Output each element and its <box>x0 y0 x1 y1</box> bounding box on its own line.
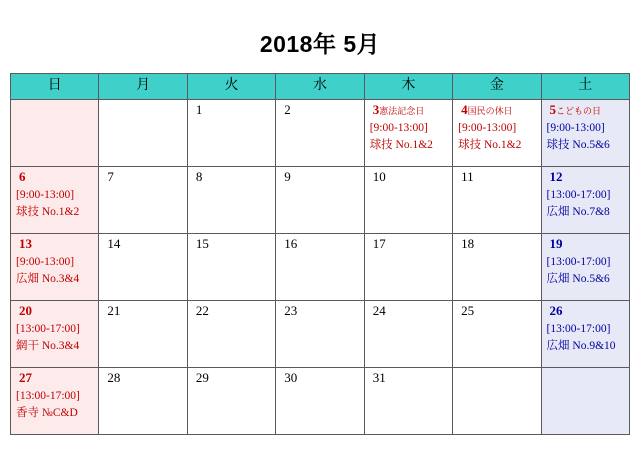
event-location: 広畑 No.5&6 <box>546 272 610 285</box>
event-location: 広畑 No.7&8 <box>546 205 610 218</box>
calendar-week-row <box>11 100 630 167</box>
day-number: 16 <box>284 236 298 251</box>
event-entry <box>11 253 98 287</box>
day-number: 3 <box>372 102 380 117</box>
calendar-day-cell[interactable] <box>453 167 541 234</box>
calendar-day-cell[interactable] <box>11 368 99 435</box>
event-time: [13:00-17:00] <box>16 323 80 335</box>
event-location: 球技 No.1&2 <box>16 205 80 218</box>
event-entry <box>11 320 98 354</box>
day-header <box>365 368 452 387</box>
day-header <box>365 234 452 253</box>
event-time: [9:00-13:00] <box>16 189 75 201</box>
event-location: 球技 No.1&2 <box>369 138 433 151</box>
day-header <box>276 167 363 186</box>
day-header <box>99 301 186 320</box>
weekday-header-row <box>11 74 630 100</box>
holiday-label: こどもの日 <box>556 106 602 116</box>
day-header <box>99 234 186 253</box>
event-entry <box>542 253 629 287</box>
day-number: 9 <box>284 169 291 184</box>
day-header <box>365 301 452 320</box>
weekday-header-weekday-2: 火 <box>187 74 275 100</box>
calendar-day-cell[interactable] <box>276 368 364 435</box>
day-number: 22 <box>195 303 209 318</box>
day-header <box>453 301 540 320</box>
day-number: 30 <box>284 370 298 385</box>
day-header <box>276 234 363 253</box>
day-header <box>188 167 275 186</box>
calendar-week-row <box>11 301 630 368</box>
day-number: 24 <box>372 303 386 318</box>
event-time: [9:00-13:00] <box>546 122 605 134</box>
event-time: [13:00-17:00] <box>546 323 611 335</box>
day-number: 7 <box>107 169 114 184</box>
day-number: 6 <box>19 169 26 184</box>
calendar-day-cell[interactable] <box>276 100 364 167</box>
calendar-day-cell[interactable] <box>541 234 629 301</box>
day-header <box>276 368 363 387</box>
calendar-day-cell[interactable] <box>453 301 541 368</box>
day-number: 31 <box>372 370 386 385</box>
day-number: 11 <box>461 169 474 184</box>
day-header <box>188 234 275 253</box>
day-header <box>11 301 98 320</box>
event-location: 球技 No.1&2 <box>458 138 522 151</box>
day-number: 10 <box>372 169 386 184</box>
event-entry <box>11 186 98 220</box>
day-number: 17 <box>372 236 386 251</box>
day-number: 21 <box>107 303 121 318</box>
day-number: 25 <box>461 303 475 318</box>
day-header <box>542 301 629 320</box>
day-number: 8 <box>195 169 203 184</box>
day-header <box>99 368 186 387</box>
calendar-day-cell[interactable] <box>99 368 187 435</box>
page-title: 2018年 5月 <box>259 31 381 57</box>
day-header <box>99 167 186 186</box>
calendar-header <box>11 74 630 100</box>
event-location: 広畑 No.9&10 <box>546 339 616 352</box>
calendar-week-row <box>11 234 630 301</box>
calendar-day-cell[interactable] <box>187 234 275 301</box>
calendar-day-cell[interactable] <box>276 167 364 234</box>
calendar-empty-cell <box>453 368 541 435</box>
day-number: 1 <box>195 102 203 117</box>
calendar-day-cell[interactable] <box>541 100 629 167</box>
calendar-day-cell[interactable] <box>364 301 452 368</box>
calendar-day-cell[interactable] <box>99 234 187 301</box>
calendar-table <box>10 73 630 435</box>
calendar-day-cell[interactable] <box>364 368 452 435</box>
day-header <box>188 301 275 320</box>
event-entry <box>542 186 629 220</box>
calendar-day-cell[interactable] <box>276 301 364 368</box>
day-number: 19 <box>549 236 563 251</box>
calendar-day-cell[interactable] <box>453 234 541 301</box>
day-header <box>453 167 540 186</box>
event-location: 広畑 No.3&4 <box>16 272 80 285</box>
day-number: 26 <box>549 303 563 318</box>
calendar-day-cell[interactable] <box>364 234 452 301</box>
holiday-label: 国民の休日 <box>467 106 513 116</box>
calendar-day-cell[interactable] <box>99 301 187 368</box>
event-time: [13:00-17:00] <box>546 256 611 268</box>
calendar-week-row <box>11 368 630 435</box>
day-number: 4 <box>461 102 468 117</box>
day-header <box>453 234 540 253</box>
weekday-header-sat-6: 土 <box>541 74 629 100</box>
day-number: 29 <box>195 370 209 385</box>
calendar-empty-cell <box>541 368 629 435</box>
calendar-day-cell[interactable] <box>276 234 364 301</box>
event-entry <box>542 320 629 354</box>
event-time: [9:00-13:00] <box>16 256 75 268</box>
day-header <box>542 167 629 186</box>
event-time: [9:00-13:00] <box>458 122 517 134</box>
day-number: 2 <box>284 102 291 117</box>
event-entry <box>11 387 98 421</box>
calendar-day-cell[interactable] <box>11 234 99 301</box>
calendar-day-cell[interactable] <box>364 100 452 167</box>
calendar-day-cell[interactable] <box>187 167 275 234</box>
calendar-day-cell[interactable] <box>11 301 99 368</box>
calendar-empty-cell <box>11 100 99 167</box>
calendar-body <box>11 100 630 435</box>
event-location: 球技 No.5&6 <box>546 138 610 151</box>
day-header <box>11 368 98 387</box>
day-header <box>365 167 452 186</box>
day-header <box>365 100 452 119</box>
day-header <box>542 100 629 119</box>
calendar-day-cell[interactable] <box>364 167 452 234</box>
calendar-day-cell[interactable] <box>541 167 629 234</box>
event-entry <box>542 119 629 153</box>
calendar-day-cell[interactable] <box>187 301 275 368</box>
holiday-label: 憲法記念日 <box>379 106 425 116</box>
day-number: 20 <box>19 303 32 318</box>
calendar-day-cell[interactable] <box>187 368 275 435</box>
weekday-header-weekday-3: 水 <box>276 74 364 100</box>
event-location: 香寺 №C&D <box>16 406 78 419</box>
day-header <box>11 167 98 186</box>
day-number: 27 <box>19 370 32 385</box>
day-number: 13 <box>19 236 32 251</box>
day-header <box>453 100 540 119</box>
calendar-week-row <box>11 167 630 234</box>
calendar-day-cell[interactable] <box>541 301 629 368</box>
day-header <box>542 234 629 253</box>
event-entry <box>365 119 452 153</box>
weekday-header-weekday-1: 月 <box>99 74 187 100</box>
event-time: [9:00-13:00] <box>369 122 428 134</box>
day-number: 23 <box>284 303 298 318</box>
event-time: [13:00-17:00] <box>546 189 611 201</box>
weekday-header-weekday-4: 木 <box>364 74 452 100</box>
day-number: 18 <box>461 236 475 251</box>
day-header <box>11 234 98 253</box>
calendar-day-cell[interactable] <box>11 167 99 234</box>
day-header <box>276 100 363 119</box>
calendar-day-cell[interactable] <box>99 167 187 234</box>
day-number: 12 <box>549 169 563 184</box>
event-location: 網干 No.3&4 <box>16 339 80 352</box>
weekday-header-sun-0: 日 <box>11 74 99 100</box>
day-number: 5 <box>549 102 557 117</box>
day-number: 15 <box>195 236 209 251</box>
event-entry <box>453 119 540 153</box>
calendar-empty-cell <box>99 100 187 167</box>
calendar-day-cell[interactable] <box>453 100 541 167</box>
day-header <box>188 368 275 387</box>
day-number: 14 <box>107 236 121 251</box>
day-header <box>188 100 275 119</box>
event-time: [13:00-17:00] <box>16 390 80 402</box>
calendar-day-cell[interactable] <box>187 100 275 167</box>
day-number: 28 <box>107 370 121 385</box>
weekday-header-weekday-5: 金 <box>453 74 541 100</box>
day-header <box>276 301 363 320</box>
